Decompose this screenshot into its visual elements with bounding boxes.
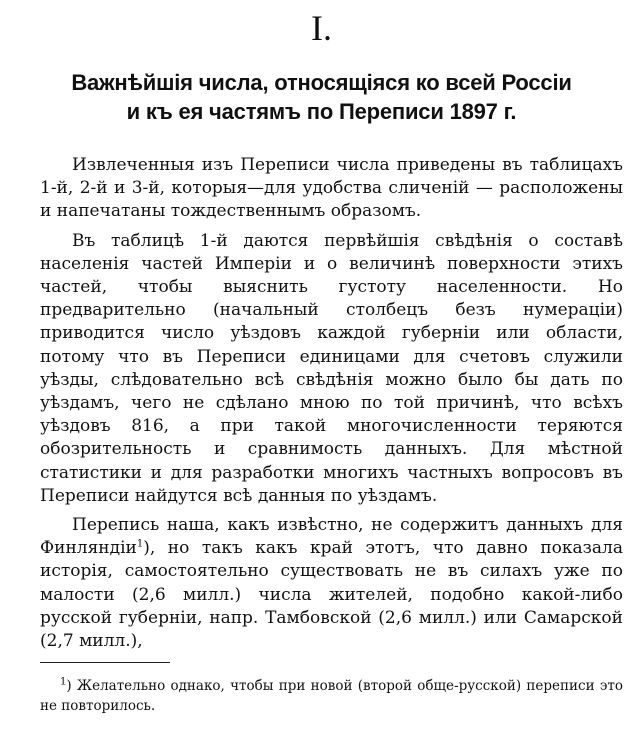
paragraph-3-text-start: Перепись наша, какъ извѣстно, не содержитъ данныхъ для Финляндіи: [40, 515, 623, 559]
footnote: [40, 676, 623, 716]
paragraph-3: [40, 514, 623, 653]
chapter-title-line-1: Важнѣйшія числа, относящіяся ко всей Россіи: [71, 70, 572, 95]
paragraph-2: Въ таблицѣ 1-й даются первѣйшія свѣдѣнія о составѣ населенія частей Имперіи и о величинѣ поверхности этихъ частей, чтобы выяснить густоту населенности. Но предварительно (начальный столбецъ безъ нумераціи) приводится число уѣздовъ каждой губерніи или области, потому что въ Переписи единицами для счетовъ служили уѣзды, слѣдовательно всѣ свѣдѣнія можно было бы дать по уѣздамъ, чего не сдѣлано мною по той причинѣ, что всѣхъ уѣздовъ 816, а при такой многочисленности теряются обозрительность и сравнимость данныхъ. Для мѣстной статистики и для разработки многихъ частныхъ вопросовъ въ Переписи найдутся всѣ данныя по уѣздамъ.: [40, 230, 623, 506]
chapter-title: [20, 68, 623, 126]
chapter-title-line-2: и къ ея частямъ по Переписи 1897 г.: [126, 99, 517, 124]
body-text: [40, 154, 623, 659]
paragraph-3-text-end: ), но такъ какъ край этотъ, что давно показала исторія, самостоятельно существовать не въ силахъ уже по малости (2,6 милл.) числа жителей, подобно какой-либо русской губерніи, напр. Тамбовской (2,6 милл.) или Самарской (2,7 милл.),: [40, 538, 623, 652]
paragraph-1: Извлеченныя изъ Переписи числа приведены въ таблицахъ 1-й, 2-й и 3-й, которыя—для удобства сличеній — расположены и напечатаны тождественнымъ образомъ.: [40, 155, 623, 222]
chapter-numeral: I.: [311, 8, 332, 48]
footnote-reference[interactable]: 1: [136, 538, 144, 550]
footnote-separator: [40, 662, 170, 663]
footnote-marker: 1: [60, 676, 67, 688]
footnote-text: ) Желательно однако, чтобы при новой (второй обще-русской) переписи это не повторилось.: [40, 678, 623, 714]
